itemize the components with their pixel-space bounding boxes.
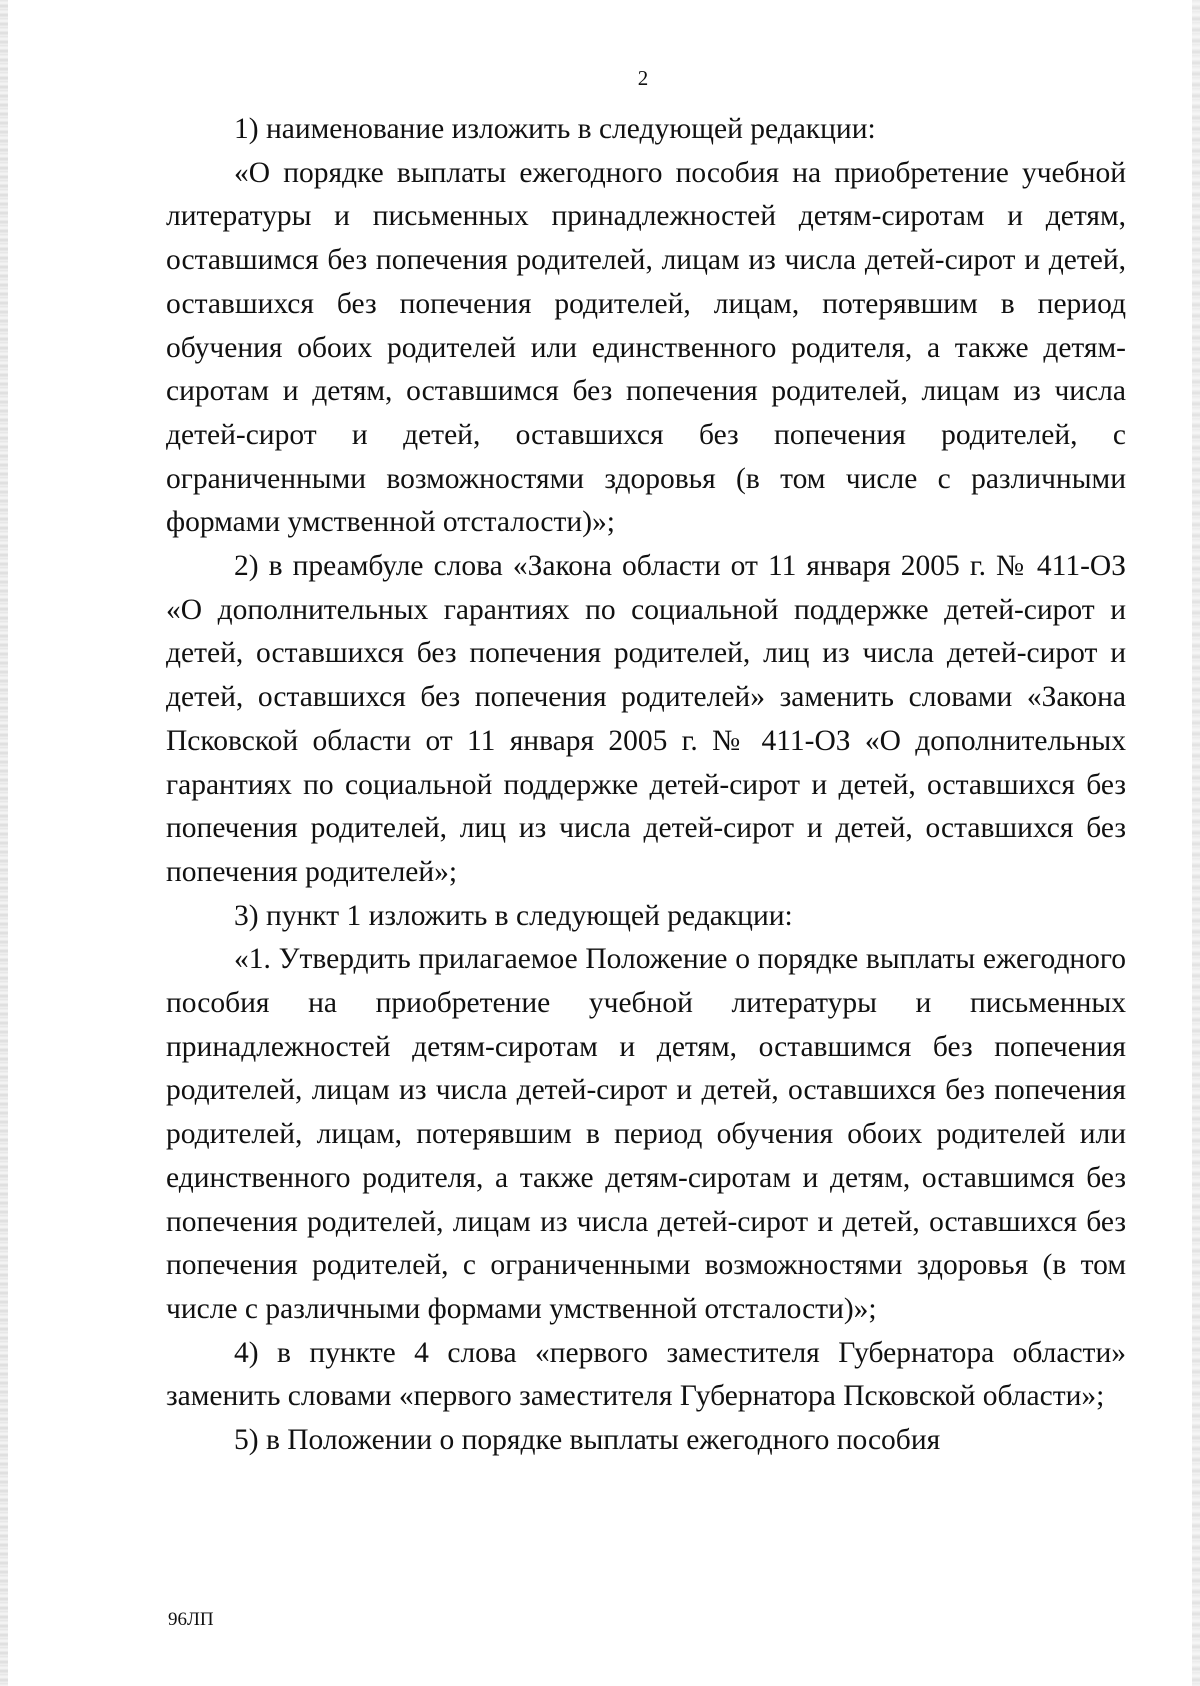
- paragraph-item-1: 1) наименование изложить в следующей редакции:: [234, 113, 876, 145]
- page-number: 2: [637, 66, 649, 90]
- paragraph-item-5: 5) в Положении о порядке выплаты ежегодного пособия: [234, 1424, 941, 1457]
- scan-edge-right: [1192, 0, 1200, 1686]
- paragraph-item-3: 3) пункт 1 изложить в следующей редакции:: [234, 899, 793, 932]
- scan-edge-left: [0, 0, 8, 1686]
- paragraph-new-point-1: «1. Утвердить прилагаемое Положение о порядке выплаты ежегодного пособия на приобретение учебной литературы и письменных принадлежностей детям-сиротам и детям, оставшимся без попечения родителей, лицам из числа детей-сирот и детей, оставшихся без попечения родителей, лицам, потерявшим в период обучения обоих родителей или единственного родителя, а также детям-сиротам и детям, оставшимся без попечения родителей, лицам из числа детей-сирот и детей, оставшихся без попечения родителей, с ограниченными возможностями здоровья (в том числе с различными формами умственной отсталости)»;: [166, 943, 1126, 1325]
- paragraph-new-title: «О порядке выплаты ежегодного пособия на приобретение учебной литературы и письменных принадлежностей детям-сиротам и детям, оставшимся без попечения родителей, лицам из числа детей-сирот и детей, оставшихся без попечения родителей, лицам, потерявшим в период обучения обоих родителей или единственного родителя, а также детям-сиротам и детям, оставшимся без попечения родителей, лицам из числа детей-сирот и детей, оставшихся без попечения родителей, с ограниченными возможностями здоровья (в том числе с различными формами умственной отсталости)»;: [166, 156, 1126, 539]
- document-code: 96ЛП: [168, 1609, 214, 1630]
- paragraph-item-2: 2) в преамбуле слова «Закона области от 11 января 2005 г. № 411-ОЗ «О дополнительных гарантиях по социальной поддержке детей-сирот и детей, оставшихся без попечения родителей, лиц из числа детей-сирот и детей, оставшихся без попечения родителей» заменить словами «Закона Псковской области от 11 января 2005 г. № 411-ОЗ «О дополнительных гарантиях по социальной поддержке детей-сирот и детей, оставшихся без попечения родителей, лиц из числа детей-сирот и детей, оставшихся без попечения родителей»;: [166, 550, 1126, 888]
- paragraph-item-4: 4) в пункте 4 слова «первого заместителя Губернатора области» заменить словами «первого заместителя Губернатора Псковской области»;: [166, 1336, 1126, 1413]
- document-body: [166, 108, 1126, 1463]
